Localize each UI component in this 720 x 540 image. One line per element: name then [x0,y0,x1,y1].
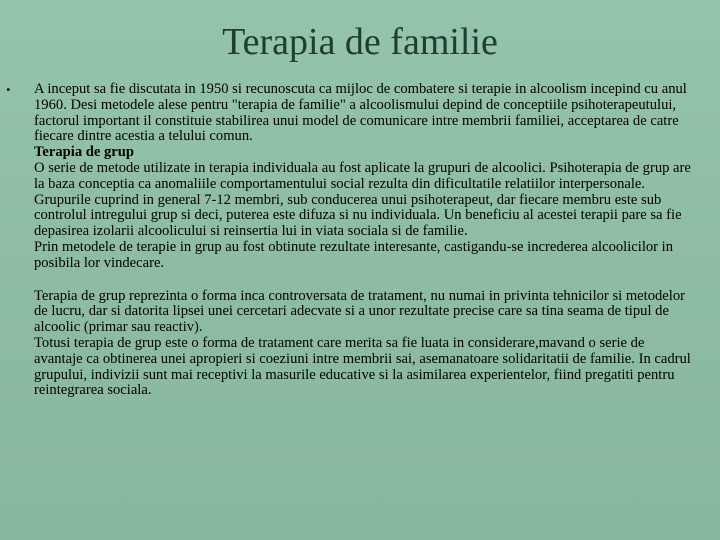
paragraph-intro: A inceput sa fie discutata in 1950 si recunoscuta ca mijloc de combatere si terapie in alcoolism incepind cu anul 1960. Desi metodele alese pentru "terapia de familie" a alcoolismului depind de conceptiile psihoterapeutului, factorul important il constituie stabilirea unui model de comunicare intre membrii familiei, acceptarea de catre fiecare dintre acestia a telului comun. [34,81,687,145]
paragraph-group-methods: O serie de metode utilizate in terapia individuala au fost aplicate la grupuri de alcoolici. Psihoterapia de grup are la baza conceptia ca anomaliile comportamentului social rezulta din dificultatile relatiilor interpersonale. Grupurile cuprind in general 7-12 membri, sub conducerea unui psihoterapeut, dar fiecare membru este sub controlul intregului grup si deci, puterea este difuza si nu individuala. Un beneficiu al acestei terapii pare sa fie depasirea izolarii alcoolicului si reinsertia lui in viata sociala si de familie. [34,159,691,240]
paragraph-controversy: Terapia de grup reprezinta o forma inca controversata de tratament, nu numai in privinta tehnicilor si metodelor de lucru, dar si datorita lipsei unei cercetari adecvate si a unor rezultate precise care sa tina seama de tipul de alcoolic (primar sau reactiv). [34,287,685,336]
slide-title: Terapia de familie [222,21,498,63]
slide-body [34,82,694,399]
subheading-group-therapy: Terapia de grup [34,144,135,161]
bullet-icon: • [6,82,11,97]
paragraph-advantages: Totusi terapia de grup este o forma de tratament care merita sa fie luata in considerare,mavand o serie de avantaje ca obtinerea unei apropieri si coeziuni intre membrii sai, asemanatoare solidaritatii de familie. In cadrul grupului, indivizii sunt mai receptivi la masurile educative si la asimilarea experientelor, fiind pregatiti pentru reintegrarea sociala. [34,334,691,399]
paragraph-group-results: Prin metodele de terapie in grup au fost obtinute rezultate interesante, castigandu-se increderea alcoolicilor in posibila lor vindecare. [34,238,674,271]
paragraph-spacer [34,272,694,289]
